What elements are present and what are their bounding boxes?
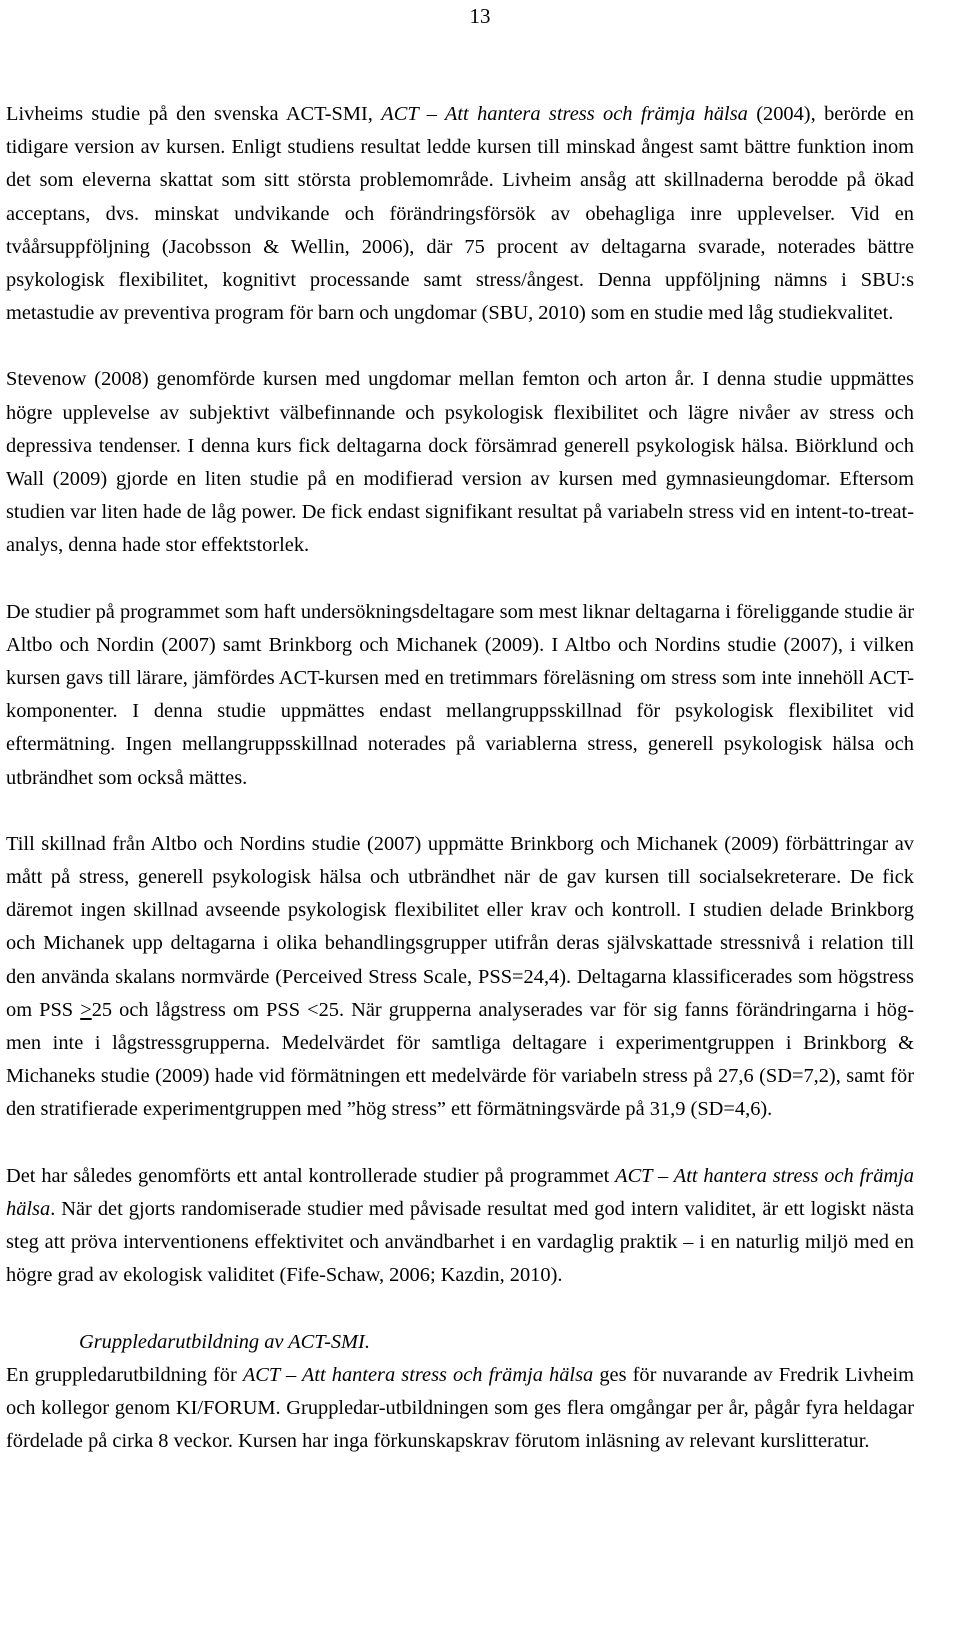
text-span: Det har således genomförts ett antal kontrollerade studier på programmet: [6, 1164, 616, 1187]
paragraph-stevenow-study: [6, 363, 914, 562]
page-number: 13: [469, 4, 491, 28]
paragraph-brinkborg-michanek-study: [6, 828, 914, 1127]
text-span: . När det gjorts randomiserade studier med påvisade resultat med god intern validitet, är ett logiskt nästa steg att pröva interventionens effektivitet och användbarhet i en vardaglig praktik – i en naturlig miljö med en högre grad av ekologisk validitet (Fife-Schaw, 2006; Kazdin, 2010).: [6, 1197, 914, 1287]
document-body: [6, 98, 914, 1458]
text-span: De studier på programmet som haft undersökningsdeltagare som mest liknar deltagarna i föreliggande studie är Altbo och Nordin (2007) samt Brinkborg och Michanek (2009). I Altbo och Nordins studie (2007), i vilken kursen gavs till lärare, jämfördes ACT-kursen med en tretimmars föreläsning om stress som inte innehöll ACT-komponenter. I denna studie uppmättes endast mellangruppsskillnad för psykologisk flexibilitet vid eftermätning. Ingen mellangruppsskillnad noterades på variablerna stress, generell psykologisk hälsa och utbrändhet som också mättes.: [6, 600, 914, 789]
program-title: ACT – Att hantera stress och främja hälsa: [381, 103, 748, 125]
paragraph-livheim-study: [6, 98, 914, 330]
program-title: ACT – Att hantera stress och främja hälsa: [6, 1164, 914, 1220]
text-span: En gruppledarutbildning för: [6, 1363, 243, 1386]
paragraph-group-leader-training: [6, 1359, 914, 1459]
text-span: Stevenow (2008) genomförde kursen med ungdomar mellan femton och arton år. I denna studie uppmättes högre upplevelse av subjektivt välbefinnande och psykologisk flexibilitet och lägre nivåer av stress och depressiva tendenser. I denna kurs fick deltagarna dock försämrad generell psykologisk hälsa. Biörklund och Wall (2009) gjorde en liten studie på en modifierad version av kursen med gymnasieungdomar. Eftersom studien var liten hade de låg power. De fick endast signifikant resultat på variabeln stress vid en intent-to-treat-analys, denna hade stor effektstorlek.: [6, 368, 914, 557]
text-span: ges för nuvarande av Fredrik Livheim och kollegor genom KI/FORUM. Gruppledar-utbildningen som ges flera omgångar per år, pågår fyra heldagar fördelade på cirka 8 veckor. Kursen har inga förkunskapskrav förutom inläsning av relevant kurslitteratur.: [6, 1363, 914, 1453]
text-span: (2004), berörde en tidigare version av kursen. Enligt studiens resultat ledde kursen till minskad ångest samt bättre funktion inom det som eleverna skattat som sitt största problemområde. Livheim ansåg att skillnaderna berodde på ökad acceptans, dvs. minskat undvikande och förändringsförsök av obehagliga inre upplevelser. Vid en tvåårsuppföljning (Jacobsson & Wellin, 2006), där 75 procent av deltagarna svarade, noterades bättre psykologisk flexibilitet, kognitivt processande samt stress/ångest. Denna uppföljning nämns i SBU:s metastudie av preventiva program för barn och ungdomar (SBU, 2010) som en studie med låg studiekvalitet.: [6, 103, 915, 325]
greater-equal-symbol: >: [80, 998, 92, 1021]
text-span: Livheims studie på den svenska ACT-SMI,: [6, 103, 382, 125]
text-span: 25 och lågstress om PSS <25. När grupperna analyserades var för sig fanns förändringarna i hög- men inte i lågstressgrupperna. Medelvärdet för samtliga deltagare i experimentgruppen i Brinkborg & Michaneks studie (2009) hade vid förmätningen ett medelvärde för variabeln stress på 27,6 (SD=7,2), samt för den stratifierade experimentgruppen med ”hög stress” ett förmätningsvärde på 31,9 (SD=4,6).: [6, 998, 914, 1121]
paragraph-summary: [6, 1160, 914, 1293]
program-title: ACT – Att hantera stress och främja hälsa: [242, 1363, 594, 1386]
subsection-heading: Gruppledarutbildning av ACT-SMI.: [79, 1330, 370, 1353]
text-span: Till skillnad från Altbo och Nordins studie (2007) uppmätte Brinkborg och Michanek (2009) förbättringar av mått på stress, generell psykologisk hälsa och utbrändhet när de gav kursen till socialsekreterare. De fick däremot ingen skillnad avseende psykologisk flexibilitet eller krav och kontroll. I studien delade Brinkborg och Michanek upp deltagarna i olika behandlingsgrupper utifrån deras självskattade stressnivå i relation till den använda skalans normvärde (Perceived Stress Scale, PSS=24,4). Deltagarna klassificerades som högstress om PSS: [6, 832, 914, 1021]
paragraph-altbo-nordin-study: [6, 596, 914, 795]
